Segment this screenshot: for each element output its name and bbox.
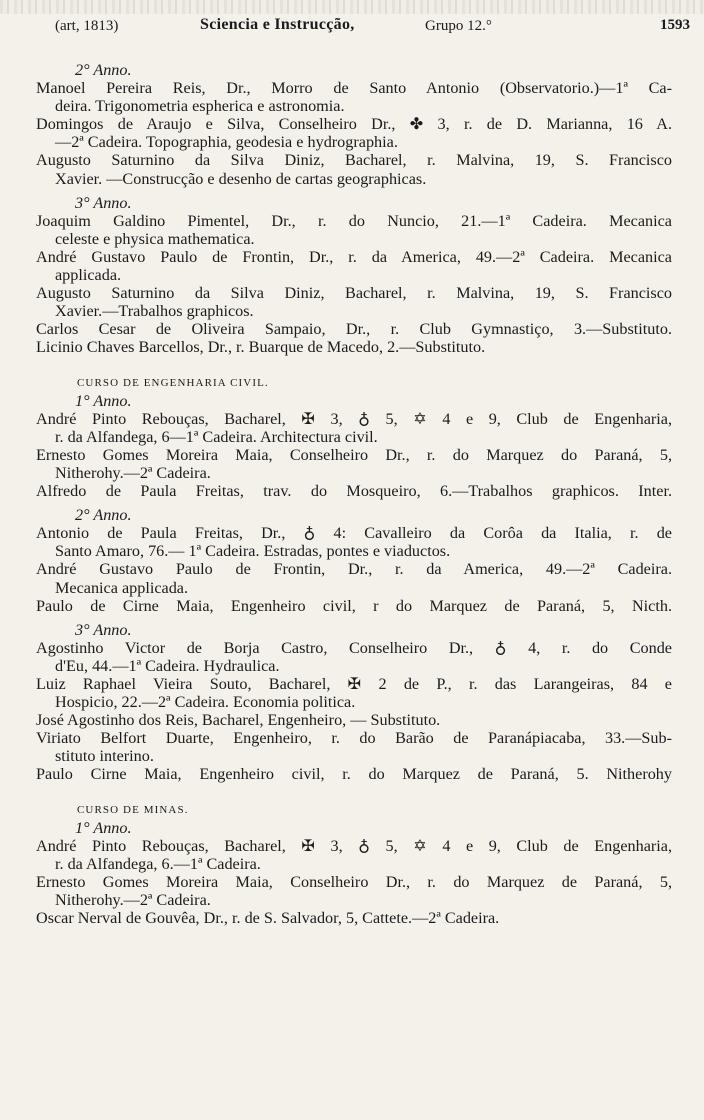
entry-continuation: Nitherohy.—2ª Cadeira. xyxy=(55,463,211,482)
entry-line: Alfredo de Paula Freitas, trav. do Mosqueiro, 6.—Trabalhos graphicos. Inter. xyxy=(36,482,672,501)
entry-line: Ernesto Gomes Moreira Maia, Conselheiro Dr., r. do Marquez de Paraná, 5, xyxy=(36,872,672,891)
entry-line: André Pinto Rebouças, Bacharel, ✠ 3, ♁ 5, ✡ 4 e 9, Club de Engenharia, xyxy=(36,409,672,428)
entry-continuation: Xavier.—Trabalhos graphicos. xyxy=(55,302,254,321)
section-spacer xyxy=(36,784,672,794)
page-body xyxy=(36,61,672,927)
section-heading: CURSO DE MINAS. xyxy=(77,803,189,816)
entry-line: Domingos de Araujo e Silva, Conselheiro Dr., ✤ 3, r. de D. Marianna, 16 A. xyxy=(36,115,672,134)
entry-line: Carlos Cesar de Oliveira Sampaio, Dr., r. Club Gymnastiço, 3.—Substituto. xyxy=(36,320,672,339)
entry-continuation: celeste e physica mathematica. xyxy=(55,229,255,248)
entry-line: Ernesto Gomes Moreira Maia, Conselheiro Dr., r. do Marquez do Paraná, 5, xyxy=(36,445,672,464)
entry-line: André Pinto Rebouças, Bacharel, ✠ 3, ♁ 5, ✡ 4 e 9, Club de Engenharia, xyxy=(36,836,672,855)
entry-continuation: r. da Alfandega, 6.—1ª Cadeira. xyxy=(55,854,261,873)
entry-line: Viriato Belfort Duarte, Engenheiro, r. do Barão de Paranápiacaba, 33.—Sub- xyxy=(36,729,672,748)
entry-line: José Agostinho dos Reis, Bacharel, Engenheiro, — Substituto. xyxy=(36,711,441,730)
entry-continuation: deira. Trigonometria espherica e astronomia. xyxy=(55,97,345,116)
entry-continuation: d'Eu, 44.—1ª Cadeira. Hydraulica. xyxy=(55,656,280,675)
entry-continuation: Mecanica applicada. xyxy=(55,578,189,597)
year-heading: 3° Anno. xyxy=(75,620,132,639)
entry-line: Antonio de Paula Freitas, Dr., ♁ 4: Cavalleiro da Corôa da Italia, r. de xyxy=(36,524,672,543)
year-heading: 2° Anno. xyxy=(75,61,132,79)
header-article-ref: (art, 1813) xyxy=(55,18,119,34)
entry-line: Agostinho Victor de Borja Castro, Conselheiro Dr., ♁ 4, r. do Conde xyxy=(36,638,672,657)
entry-continuation: r. da Alfandega, 6—1ª Cadeira. Architectura civil. xyxy=(55,427,378,446)
entry-line: Licinio Chaves Barcellos, Dr., r. Buarque de Macedo, 2.—Substituto. xyxy=(36,338,486,357)
entry-continuation: Hospicio, 22.—2ª Cadeira. Economia politica. xyxy=(55,693,356,712)
entry-line: Luiz Raphael Vieira Souto, Bacharel, ✠ 2 de P., r. das Larangeiras, 84 e xyxy=(36,675,672,693)
header-group: Grupo 12.° xyxy=(425,18,492,34)
section-heading: CURSO DE ENGENHARIA CIVIL. xyxy=(77,376,269,389)
page-edge-texture xyxy=(0,0,704,14)
running-header xyxy=(0,14,704,42)
entry-continuation: Nitherohy.—2ª Cadeira. xyxy=(55,891,211,910)
entry-continuation: —2ª Cadeira. Topographia, geodesia e hydrographia. xyxy=(55,133,398,152)
entry-line: Joaquim Galdino Pimentel, Dr., r. do Nuncio, 21.—1ª Cadeira. Mecanica xyxy=(36,211,672,230)
entry-continuation: Santo Amaro, 76.— 1ª Cadeira. Estradas, pontes e viaductos. xyxy=(55,542,451,561)
entry-line: Paulo de Cirne Maia, Engenheiro civil, r do Marquez de Paraná, 5, Nicth. xyxy=(36,596,672,615)
entry-continuation: stituto interino. xyxy=(55,747,154,766)
year-heading: 1° Anno. xyxy=(75,391,132,410)
entry-line: André Gustavo Paulo de Frontin, Dr., r. da America, 49.—2ª Cadeira. xyxy=(36,560,672,579)
entry-line: André Gustavo Paulo de Frontin, Dr., r. da America, 49.—2ª Cadeira. Mecanica xyxy=(36,247,672,266)
header-section-title: Sciencia e Instrucção, xyxy=(200,16,355,33)
section-spacer xyxy=(36,357,672,367)
entry-line: Augusto Saturnino da Silva Diniz, Bacharel, r. Malvina, 19, S. Francisco xyxy=(36,151,672,170)
year-heading: 1° Anno. xyxy=(75,818,132,837)
entry-line: Paulo Cirne Maia, Engenheiro civil, r. do Marquez de Paraná, 5. Nitherohy xyxy=(36,765,672,784)
page-number: 1593 xyxy=(660,17,690,33)
entry-line: Augusto Saturnino da Silva Diniz, Bacharel, r. Malvina, 19, S. Francisco xyxy=(36,284,672,303)
year-heading: 2° Anno. xyxy=(75,506,132,525)
year-heading: 3° Anno. xyxy=(75,193,132,212)
entry-continuation: applicada. xyxy=(55,266,122,285)
entry-line: Manoel Pereira Reis, Dr., Morro de Santo Antonio (Observatorio.)—1ª Ca- xyxy=(36,79,672,98)
entry-line: Oscar Nerval de Gouvêa, Dr., r. de S. Salvador, 5, Cattete.—2ª Cadeira. xyxy=(36,909,500,928)
entry-continuation: Xavier. —Construcção e desenho de cartas geographicas. xyxy=(55,169,427,188)
